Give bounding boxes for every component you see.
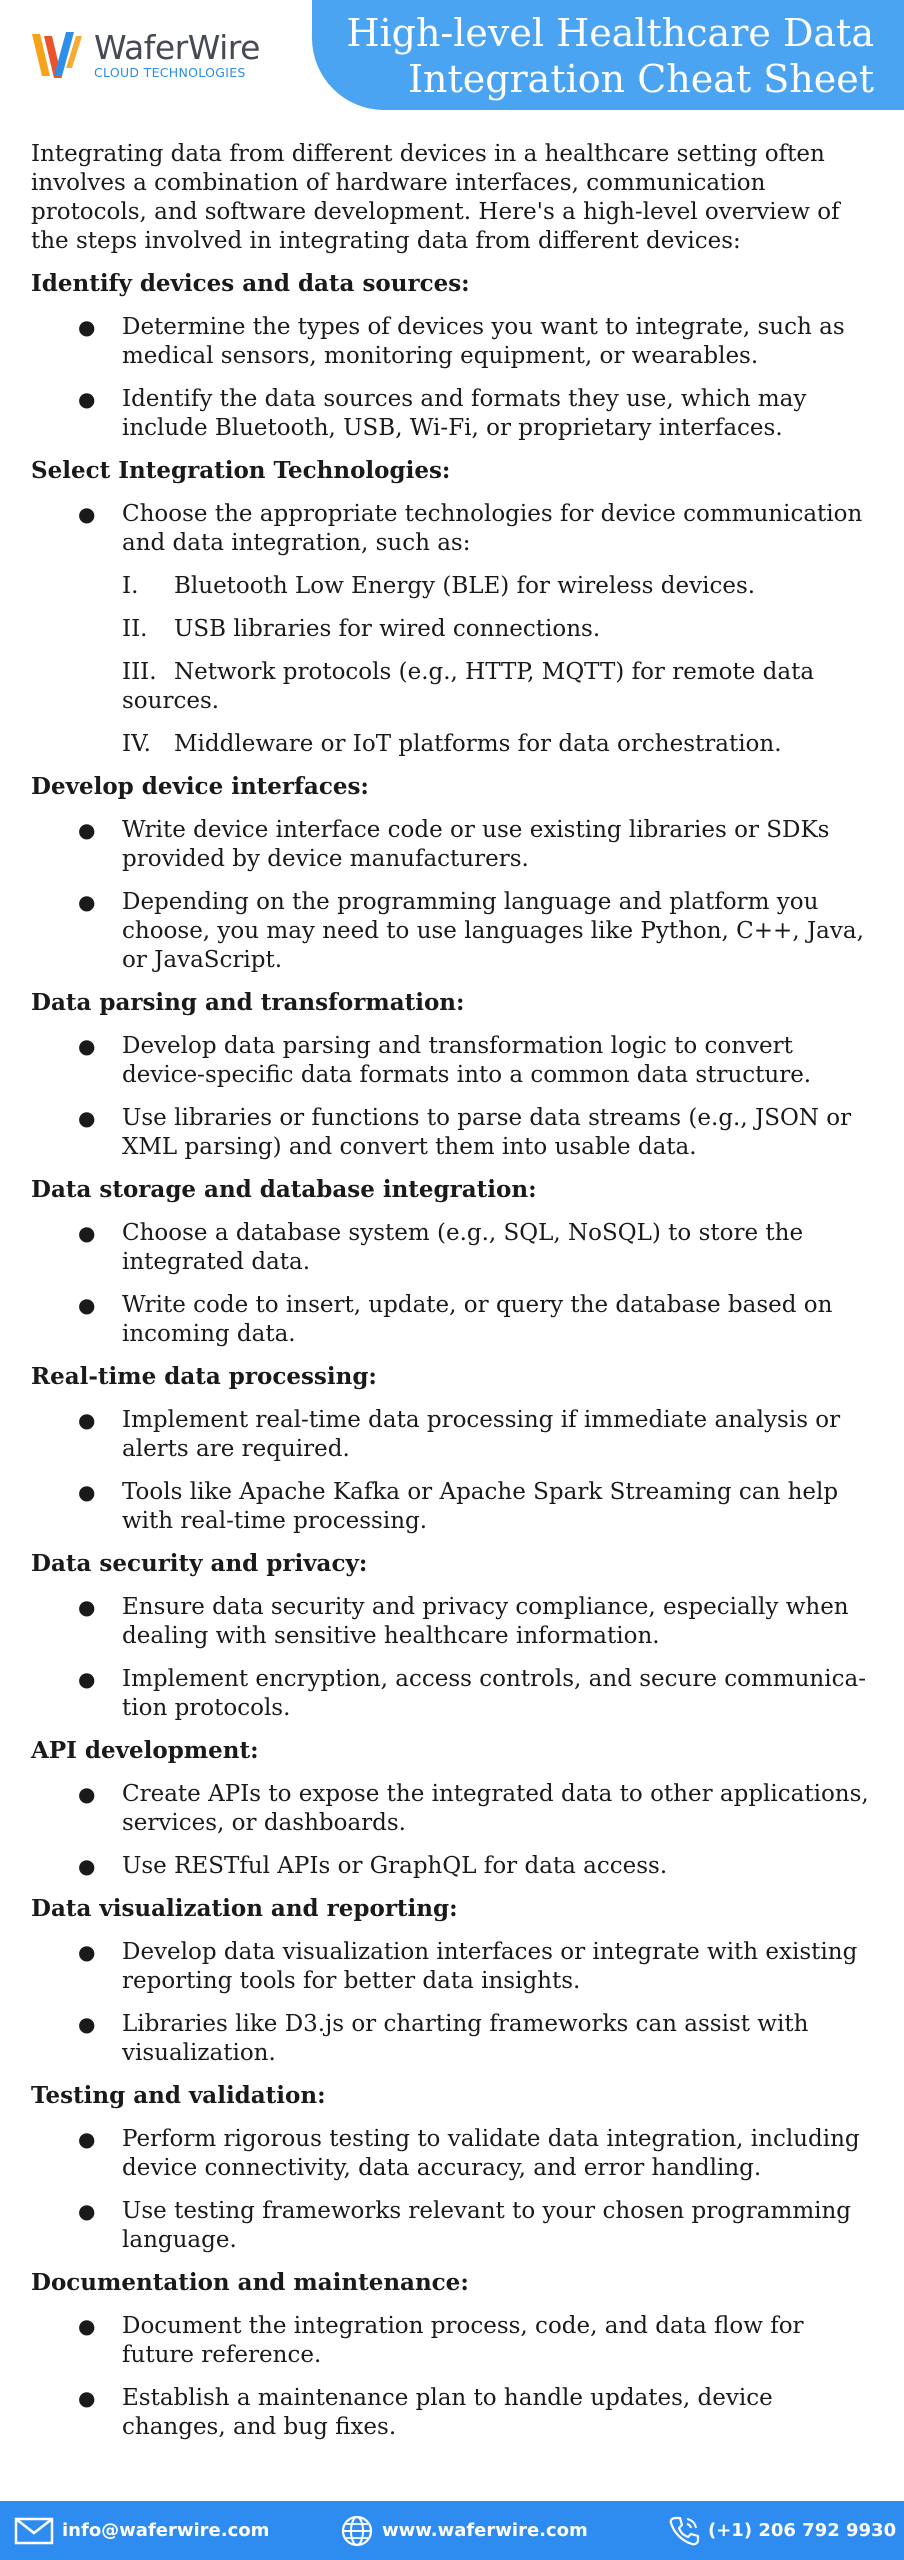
list-item: [31, 1593, 877, 1651]
list-item-text: Depending on the programming language and platform you choose, you may need to use languages like Python, C++, Java, or JavaScript.: [122, 889, 864, 973]
list-item-text: Implement real-time data processing if immediate analysis or alerts are required.: [122, 1407, 841, 1462]
sections: [31, 269, 877, 2442]
list-item-text: Implement encryption, access controls, and secure communica-tion protocols.: [122, 1666, 866, 1721]
section-title: Identify devices and data sources:: [31, 270, 470, 297]
bullet-list: [31, 2312, 877, 2442]
list-item-text: Use libraries or functions to parse data streams (e.g., JSON or XML parsing) and convert them into usable data.: [122, 1105, 852, 1160]
bullet-list: [31, 1219, 877, 1349]
page-title-line-1: High-level Healthcare Data: [346, 11, 874, 55]
list-item: [31, 816, 877, 874]
list-item: [31, 1938, 877, 1996]
list-item: [31, 1780, 877, 1838]
list-item: [31, 500, 877, 759]
list-item-text: Choose the appropriate technologies for device communication and data integration, such as:: [122, 501, 863, 556]
list-item-text: Develop data parsing and transformation logic to convert device-specific data formats into a common data structure.: [122, 1033, 812, 1088]
list-item-text: Identify the data sources and formats they use, which may include Bluetooth, USB, Wi-Fi, or proprietary interfaces.: [122, 386, 807, 441]
sublist-item: [122, 615, 877, 644]
list-item-text: Write device interface code or use existing libraries or SDKs provided by device manufacturers.: [122, 817, 830, 872]
list-item: [31, 2384, 877, 2442]
brand-logo[interactable]: [30, 28, 260, 82]
section-title: Data security and privacy:: [31, 1550, 368, 1577]
list-item: [31, 2197, 877, 2255]
list-item-text: Use RESTful APIs or GraphQL for data access.: [122, 1853, 668, 1879]
bullet-icon: ●: [78, 1480, 96, 1504]
envelope-icon: [14, 2517, 54, 2545]
bullet-icon: ●: [78, 1595, 96, 1619]
list-item: [31, 2010, 877, 2068]
footer-phone[interactable]: [668, 2501, 896, 2560]
roman-numeral: I.: [122, 573, 139, 599]
list-item-text: Develop data visualization interfaces or integrate with existing reporting tools for better data insights.: [122, 1939, 858, 1994]
title-banner: [312, 0, 904, 110]
phone-icon: [668, 2515, 700, 2547]
bullet-list: [31, 1938, 877, 2068]
sublist-item-text: Bluetooth Low Energy (BLE) for wireless devices.: [174, 573, 756, 599]
bullet-icon: ●: [78, 1667, 96, 1691]
header: [0, 0, 904, 140]
list-item: [31, 1219, 877, 1277]
section-title: Documentation and maintenance:: [31, 2269, 469, 2296]
bullet-list: [31, 500, 877, 759]
bullet-icon: ●: [78, 387, 96, 411]
section-title: API development:: [31, 1737, 259, 1764]
section-title: Develop device interfaces:: [31, 773, 369, 800]
bullet-icon: ●: [78, 2012, 96, 2036]
section-title: Data storage and database integration:: [31, 1176, 537, 1203]
bullet-list: [31, 816, 877, 975]
list-item: [31, 1032, 877, 1090]
section-title: Testing and validation:: [31, 2082, 326, 2109]
list-item-text: Document the integration process, code, and data flow for future reference.: [122, 2313, 804, 2368]
list-item-text: Determine the types of devices you want to integrate, such as medical sensors, monitoring equipment, or wearables.: [122, 314, 845, 369]
bullet-icon: ●: [78, 502, 96, 526]
section-title: Data visualization and reporting:: [31, 1895, 458, 1922]
bullet-icon: ●: [78, 890, 96, 914]
list-item: [31, 313, 877, 371]
section-title: Data parsing and transformation:: [31, 989, 465, 1016]
bullet-icon: ●: [78, 1106, 96, 1130]
bullet-icon: ●: [78, 1034, 96, 1058]
list-item: [31, 2312, 877, 2370]
bullet-list: [31, 1593, 877, 1723]
list-item-text: Ensure data security and privacy compliance, especially when dealing with sensitive healthcare information.: [122, 1594, 849, 1649]
roman-numeral: II.: [122, 616, 148, 642]
bullet-icon: ●: [78, 2199, 96, 2223]
sublist-item-text: USB libraries for wired connections.: [174, 616, 601, 642]
bullet-list: [31, 1406, 877, 1536]
brand-name: WaferWire: [94, 28, 260, 67]
brand-tagline: CLOUD TECHNOLOGIES: [94, 65, 246, 80]
list-item-text: Tools like Apache Kafka or Apache Spark Streaming can help with real-time processing.: [122, 1479, 839, 1534]
list-item-text: Use testing frameworks relevant to your chosen programming language.: [122, 2198, 852, 2253]
list-item: [31, 1665, 877, 1723]
sublist-item: [122, 658, 877, 716]
bullet-list: [31, 313, 877, 443]
bullet-icon: ●: [78, 1221, 96, 1245]
footer-website-text[interactable]: www.waferwire.com: [382, 2520, 588, 2541]
list-item: [31, 385, 877, 443]
roman-numeral: IV.: [122, 731, 151, 757]
bullet-icon: ●: [78, 315, 96, 339]
footer-website[interactable]: [340, 2501, 588, 2560]
list-item-text: Libraries like D3.js or charting frameworks can assist with visualization.: [122, 2011, 809, 2066]
list-item-text: Write code to insert, update, or query the database based on incoming data.: [122, 1292, 833, 1347]
sublist-item-text: Middleware or IoT platforms for data orchestration.: [174, 731, 782, 757]
footer-email[interactable]: [14, 2501, 269, 2560]
bullet-icon: ●: [78, 2386, 96, 2410]
bullet-icon: ●: [78, 1940, 96, 1964]
bullet-icon: ●: [78, 1408, 96, 1432]
list-item: [31, 2125, 877, 2183]
list-item: [31, 1291, 877, 1349]
list-item: [31, 1406, 877, 1464]
list-item-text: Choose a database system (e.g., SQL, NoSQL) to store the integrated data.: [122, 1220, 804, 1275]
intro-paragraph: Integrating data from different devices in a healthcare setting often involves a combination of hardware interfaces, communication protocols, and software development. Here's a high-level overview of the steps involved in integrating data from different devices:: [31, 141, 840, 254]
list-item: [31, 1852, 877, 1881]
waferwire-w-logo-icon: [30, 28, 86, 82]
list-item-text: Perform rigorous testing to validate data integration, including device connectivity, data accuracy, and error handling.: [122, 2126, 860, 2181]
footer-phone-text[interactable]: (+1) 206 792 9930: [708, 2520, 897, 2541]
list-item: [31, 1478, 877, 1536]
cheat-sheet-content: [31, 140, 877, 2455]
footer: [0, 2501, 904, 2560]
list-item: [31, 888, 877, 975]
page-title-line-2: Integration Cheat Sheet: [407, 57, 874, 101]
list-item-text: Establish a maintenance plan to handle updates, device changes, and bug fixes.: [122, 2385, 773, 2440]
bullet-icon: ●: [78, 1854, 96, 1878]
bullet-icon: ●: [78, 1782, 96, 1806]
bullet-icon: ●: [78, 1293, 96, 1317]
list-item: [31, 1104, 877, 1162]
bullet-icon: ●: [78, 2127, 96, 2151]
bullet-icon: ●: [78, 818, 96, 842]
sublist-item: [122, 572, 877, 601]
section-title: Select Integration Technologies:: [31, 457, 451, 484]
globe-icon: [340, 2514, 374, 2548]
brand-text: [94, 30, 260, 80]
roman-numeral: III.: [122, 659, 157, 685]
list-item-text: Create APIs to expose the integrated data to other applications, services, or dashboards.: [122, 1781, 869, 1836]
sublist-item-text: Network protocols (e.g., HTTP, MQTT) for remote data sources.: [122, 659, 815, 714]
bullet-list: [31, 1032, 877, 1162]
bullet-list: [31, 2125, 877, 2255]
section-title: Real-time data processing:: [31, 1363, 377, 1390]
sublist-item: [122, 730, 877, 759]
footer-email-text[interactable]: info@waferwire.com: [62, 2520, 270, 2541]
bullet-list: [31, 1780, 877, 1881]
bullet-icon: ●: [78, 2314, 96, 2338]
numbered-sublist: [122, 572, 877, 759]
